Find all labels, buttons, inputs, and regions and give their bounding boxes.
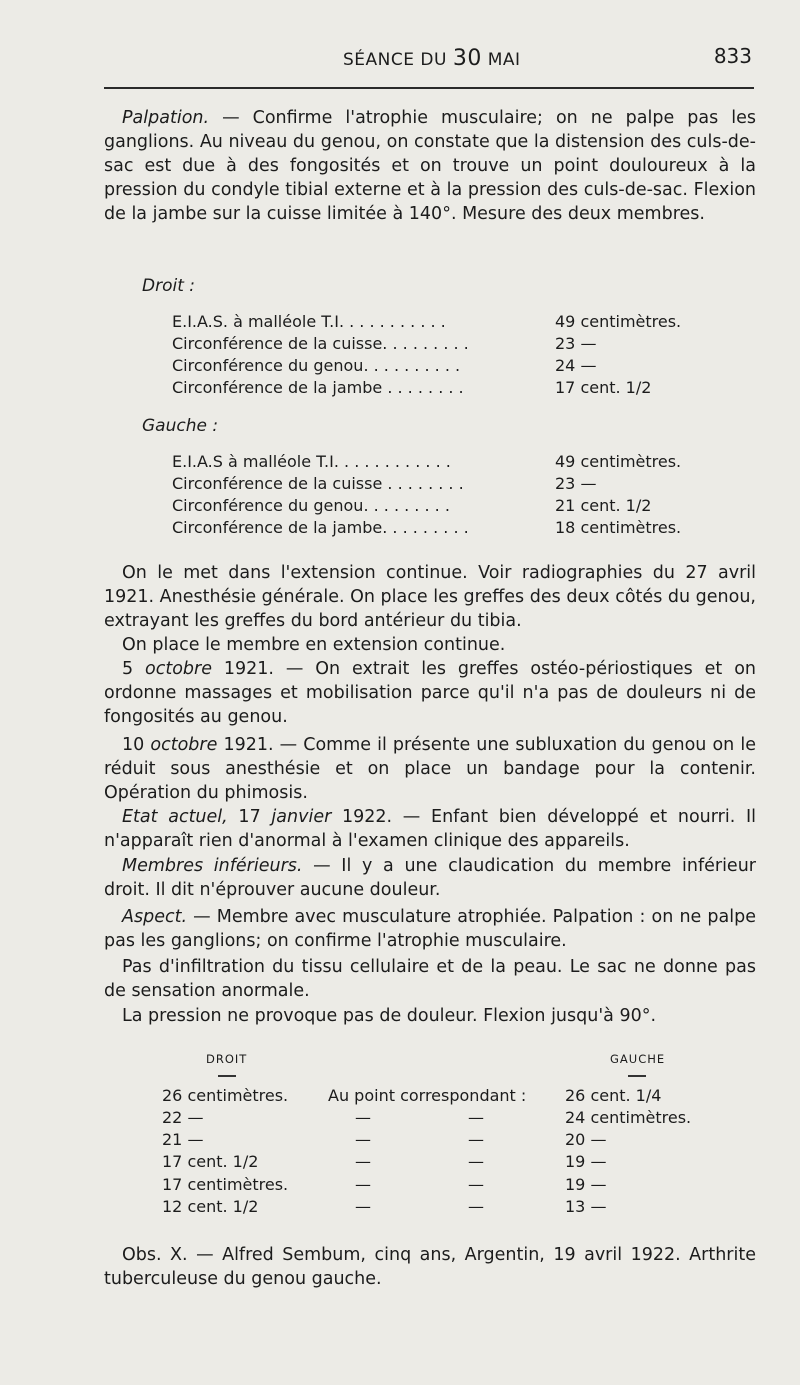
table-cell-droit: 17 cent. 1/2 <box>162 1152 259 1171</box>
table-cell-gauche: 24 centimètres. <box>565 1108 692 1127</box>
table-cell-gauche: 26 cent. 1/4 <box>565 1086 662 1105</box>
gauche-heading: Gauche : <box>142 416 219 436</box>
table-cell-gauche: 20 — <box>565 1130 607 1149</box>
table-head-rule <box>628 1075 646 1077</box>
palpation-paragraph: Palpation. — Confirme l'atrophie musculaire; on ne palpe pas les ganglions. Au niveau du genou, on constate que la distension des culs-de-sac est due à des fongosités et on trouve un point douloureux à la pression du condyle tibial externe et à la pression des culs-de-sac. Flexion de la jambe sur la cuisse limitée à 140°. Mesure des deux membres. <box>104 108 756 224</box>
table-cell-middle: — <box>355 1197 371 1216</box>
table-cell-gauche: 13 — <box>565 1197 607 1216</box>
table-cell-middle: — <box>468 1130 484 1149</box>
table-cell-middle: — <box>355 1175 371 1194</box>
table-cell-droit: 12 cent. 1/2 <box>162 1197 259 1216</box>
header-rule <box>104 87 754 89</box>
table-cell-middle: — <box>468 1152 484 1171</box>
page-number: 833 <box>713 44 752 68</box>
table-head-droit: DROIT <box>206 1052 248 1066</box>
table-cell-droit: 21 — <box>162 1130 204 1149</box>
body-paragraph: On place le membre en extension continue. <box>122 635 506 655</box>
table-cell-gauche: 19 — <box>565 1152 607 1171</box>
droit-heading: Droit : <box>142 276 196 296</box>
table-cell-middle: — <box>355 1108 371 1127</box>
body-paragraph: Etat actuel, 17 janvier 1922. — Enfant bien développé et nourri. Il n'apparaît rien d'anormal à l'examen clinique des appareils. <box>104 807 756 851</box>
table-cell-droit: 26 centimètres. <box>162 1086 289 1105</box>
table-cell-middle: — <box>468 1197 484 1216</box>
table-head-gauche: GAUCHE <box>610 1052 666 1066</box>
header-title: SÉANCE DU 30 MAI <box>343 46 521 71</box>
table-cell-middle: — <box>355 1152 371 1171</box>
table-cell-middle: — <box>355 1130 371 1149</box>
body-paragraph: Pas d'infiltration du tissu cellulaire et de la peau. Le sac ne donne pas de sensation anormale. <box>104 957 756 1001</box>
observation-paragraph: Obs. X. — Alfred Sembum, cinq ans, Argentin, 19 avril 1922. Arthrite tuberculeuse du genou gauche. <box>104 1245 756 1289</box>
table-head-rule <box>218 1075 236 1077</box>
running-header <box>0 42 800 72</box>
body-paragraph: Aspect. — Membre avec musculature atrophiée. Palpation : on ne palpe pas les ganglions; on confirme l'atrophie musculaire. <box>104 907 756 951</box>
body-paragraph: 5 octobre 1921. — On extrait les greffes ostéo-périostiques et on ordonne massages et mobilisation parce qu'il n'a pas de douleurs ni de fongosités au genou. <box>104 659 756 727</box>
table-cell-gauche: 19 — <box>565 1175 607 1194</box>
body-paragraph: On le met dans l'extension continue. Voir radiographies du 27 avril 1921. Anesthésie générale. On place les greffes des deux côtés du genou, extrayant les greffes du bord antérieur du tibia. <box>104 563 756 631</box>
table-cell-droit: 17 centimètres. <box>162 1175 289 1194</box>
document-page: SÉANCE DU 30 MAI 833 Palpation. — Confirme l'atrophie musculaire; on ne palpe pas les ganglions. Au niveau du genou, on constate que la distension des culs-de-sac est due à des fongosités et on trouve un point douloureux à la pression du condyle tibial externe et à la pression des culs-de-sac. Flexion de la jambe sur la cuisse limitée à 140°. Mesure des deux membres. Droit : E.I.A.S. à malléole T.I. . . . . . . . . . . 49 centimètres. Circonférence de la cuisse. . . . . . . . . 23 — Circonférence du genou. . . . . . . . . . 24 — Circonférence de la jambe . . . . . . . . 17 cent. 1/2 Gauche : E.I.A.S à malléole T.I. . . . . . . . . . . . 49 centimètres. Circonférence de la cuisse . . . . . . . . 23 — Circonférence du genou. . . . . . . . . 21 cent. 1/2 Circonférence de la jambe. . . . . . . . . 18 centimètres. On le met dans l'extension continue. Voir radiographies du 27 avril 1921. Anesthésie générale. On place les greffes des deux côtés du genou, extrayant les greffes du bord antérieur du tibia. On place le membre en extension continue. 5 octobre 1921. — On extrait les greffes ostéo-périostiques et on ordonne massages et mobilisation parce qu'il n'a pas de douleurs ni de fongosités au genou. 10 octobre 1921. — Comme il présente une subluxation du genou on le réduit sous anesthésie et on place un bandage pour la contenir. Opération du phimosis. Etat actuel, 17 janvier 1922. — Enfant bien développé et nourri. Il n'apparaît rien d'anormal à l'examen clinique des appareils. Membres inférieurs. — Il y a une claudication du membre inférieur droit. Il dit n'éprouver aucune douleur. Aspect. — Membre avec musculature atrophiée. Palpation : on ne palpe pas les ganglions; on confirme l'atrophie musculaire. Pas d'infiltration du tissu cellulaire et de la peau. Le sac ne donne pas de sensation anormale. La pression ne provoque pas de douleur. Flexion jusqu'à 90°. DROIT GAUCHE 26 centimètres. Au point correspondant : 26 cent. 1/4 22 — — — 24 centimètres. 21 — — — 20 — 17 cent. 1/2 — — 19 — 17 centimètres. — — 19 — 12 cent. 1/2 — — 13 — Obs. X. — Alfred Sembum, cinq ans, Argentin, 19 avril 1922. Arthrite tuberculeuse du genou gauche. <box>0 0 800 1385</box>
body-paragraph: La pression ne provoque pas de douleur. Flexion jusqu'à 90°. <box>122 1006 657 1026</box>
body-paragraph: 10 octobre 1921. — Comme il présente une subluxation du genou on le réduit sous anesthésie et on place un bandage pour la contenir. Opération du phimosis. <box>104 735 756 803</box>
body-paragraph: Membres inférieurs. — Il y a une claudication du membre inférieur droit. Il dit n'éprouver aucune douleur. <box>104 856 756 900</box>
table-cell-droit: 22 — <box>162 1108 204 1127</box>
table-cell-middle: — <box>468 1175 484 1194</box>
table-cell-middle: Au point correspondant : <box>328 1086 527 1105</box>
table-cell-middle: — <box>468 1108 484 1127</box>
